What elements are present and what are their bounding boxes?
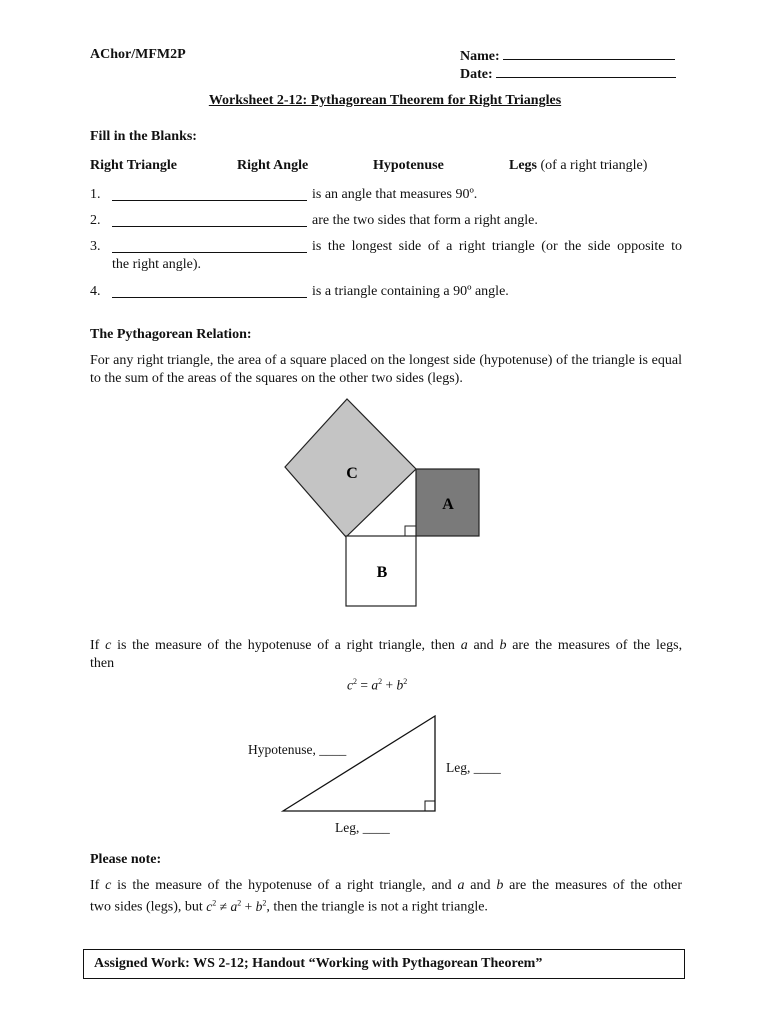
formula-exp-b: 2 [403,677,408,686]
item-2-text: are the two sides that form a right angle. [312,213,538,228]
item-2-number: 2. [90,213,101,228]
item-3-text: is the longest side of a right triangle (or the side opposite to [312,239,682,254]
name-label: Name: [460,49,500,64]
note-mid1: is the measure of the hypotenuse of a right triangle, and [117,878,452,893]
note-c: c [105,878,112,893]
formula-exp-a: 2 [378,677,383,686]
neq-a: a [230,898,238,914]
pythagorean-squares-diagram [270,390,500,615]
neq-symbol: ≠ [219,898,228,914]
word-legs [509,158,647,174]
word-right-angle: Right Angle [237,158,309,173]
right-triangle [283,716,435,811]
pythagorean-formula [347,677,407,694]
course-code: AChor/MFM2P [90,47,186,62]
word-legs-label: Legs [509,158,537,173]
relation-heading: The Pythagorean Relation: [90,327,252,342]
word-legs-note: (of a right triangle) [540,158,648,173]
worksheet-title: Worksheet 2-12: Pythagorean Theorem for Right Triangles [208,93,562,108]
note-line2 [90,898,488,916]
item-4-number: 4. [90,284,101,299]
note-a: a [457,878,465,893]
hypotenuse-label: Hypotenuse, ____ [248,742,347,757]
note-inequality [206,899,266,914]
note-line2-end: , then the triangle is not a right triangle. [266,899,488,915]
formula-exp-c: 2 [353,677,357,686]
fi-mid2: are the measures of the legs, [512,638,683,653]
formula-c: c [347,677,353,693]
neq-exp-a: 2 [237,898,242,907]
note-line1 [90,878,682,894]
formula-a: a [371,677,379,693]
fill-blanks-heading: Fill in the Blanks: [90,129,197,144]
fi-b: b [499,638,507,653]
word-hypotenuse: Hypotenuse [373,158,444,173]
name-field[interactable] [460,47,675,65]
fi-if: If [90,638,100,653]
item-3-continuation: the right angle). [112,257,202,272]
item-3-number: 3. [90,239,101,254]
item-1-number: 1. [90,187,101,202]
item-4-text: is a triangle containing a 90º angle. [312,284,509,299]
formula-intro-line1 [90,638,682,654]
neq-b: b [255,898,263,914]
relation-paragraph: For any right triangle, the area of a square placed on the longest side (hypotenuse) of the triangle is equal to the sum of the areas of the squares on the other two sides (legs). [90,353,682,386]
fi-mid1: is the measure of the hypotenuse of a right triangle, then [117,638,455,653]
note-mid2: are the measures of the other [509,878,683,893]
item-2-blank[interactable] [112,214,307,227]
neq-exp-b: 2 [262,898,267,907]
formula-eq: = [360,677,368,693]
horizontal-leg-label: Leg, ____ [335,820,390,835]
neq-plus: + [244,898,253,914]
item-1-text: is an angle that measures 90º. [312,187,478,202]
assigned-work-text: Assigned Work: WS 2-12; Handout “Working with Pythagorean Theorem” [94,956,543,971]
fi-a: a [460,638,468,653]
formula-intro-then: then [90,656,115,671]
date-field[interactable] [460,65,676,83]
note-b: b [496,878,504,893]
note-heading: Please note: [90,852,162,867]
item-1-blank[interactable] [112,188,307,201]
date-label: Date: [460,67,493,82]
square-a-label: A [442,496,454,513]
formula-plus: + [385,677,394,693]
formula-b: b [396,677,404,693]
right-angle-marker [405,526,416,536]
note-if: If [90,878,100,893]
neq-c: c [206,898,213,914]
name-blank[interactable] [503,47,675,60]
word-right-triangle: Right Triangle [90,158,177,173]
fi-and: and [473,638,494,653]
item-3-blank[interactable] [112,240,307,253]
assigned-work-box [83,949,685,979]
fi-c: c [105,638,112,653]
note-line2-start: two sides (legs), but [90,899,203,915]
neq-exp-c: 2 [212,898,217,907]
square-c-label: C [346,465,358,482]
date-blank[interactable] [496,65,676,78]
note-and: and [470,878,491,893]
square-b-label: B [376,564,388,581]
vertical-leg-label: Leg, ____ [446,760,501,775]
right-triangle-diagram [275,710,445,816]
item-4-blank[interactable] [112,285,307,298]
